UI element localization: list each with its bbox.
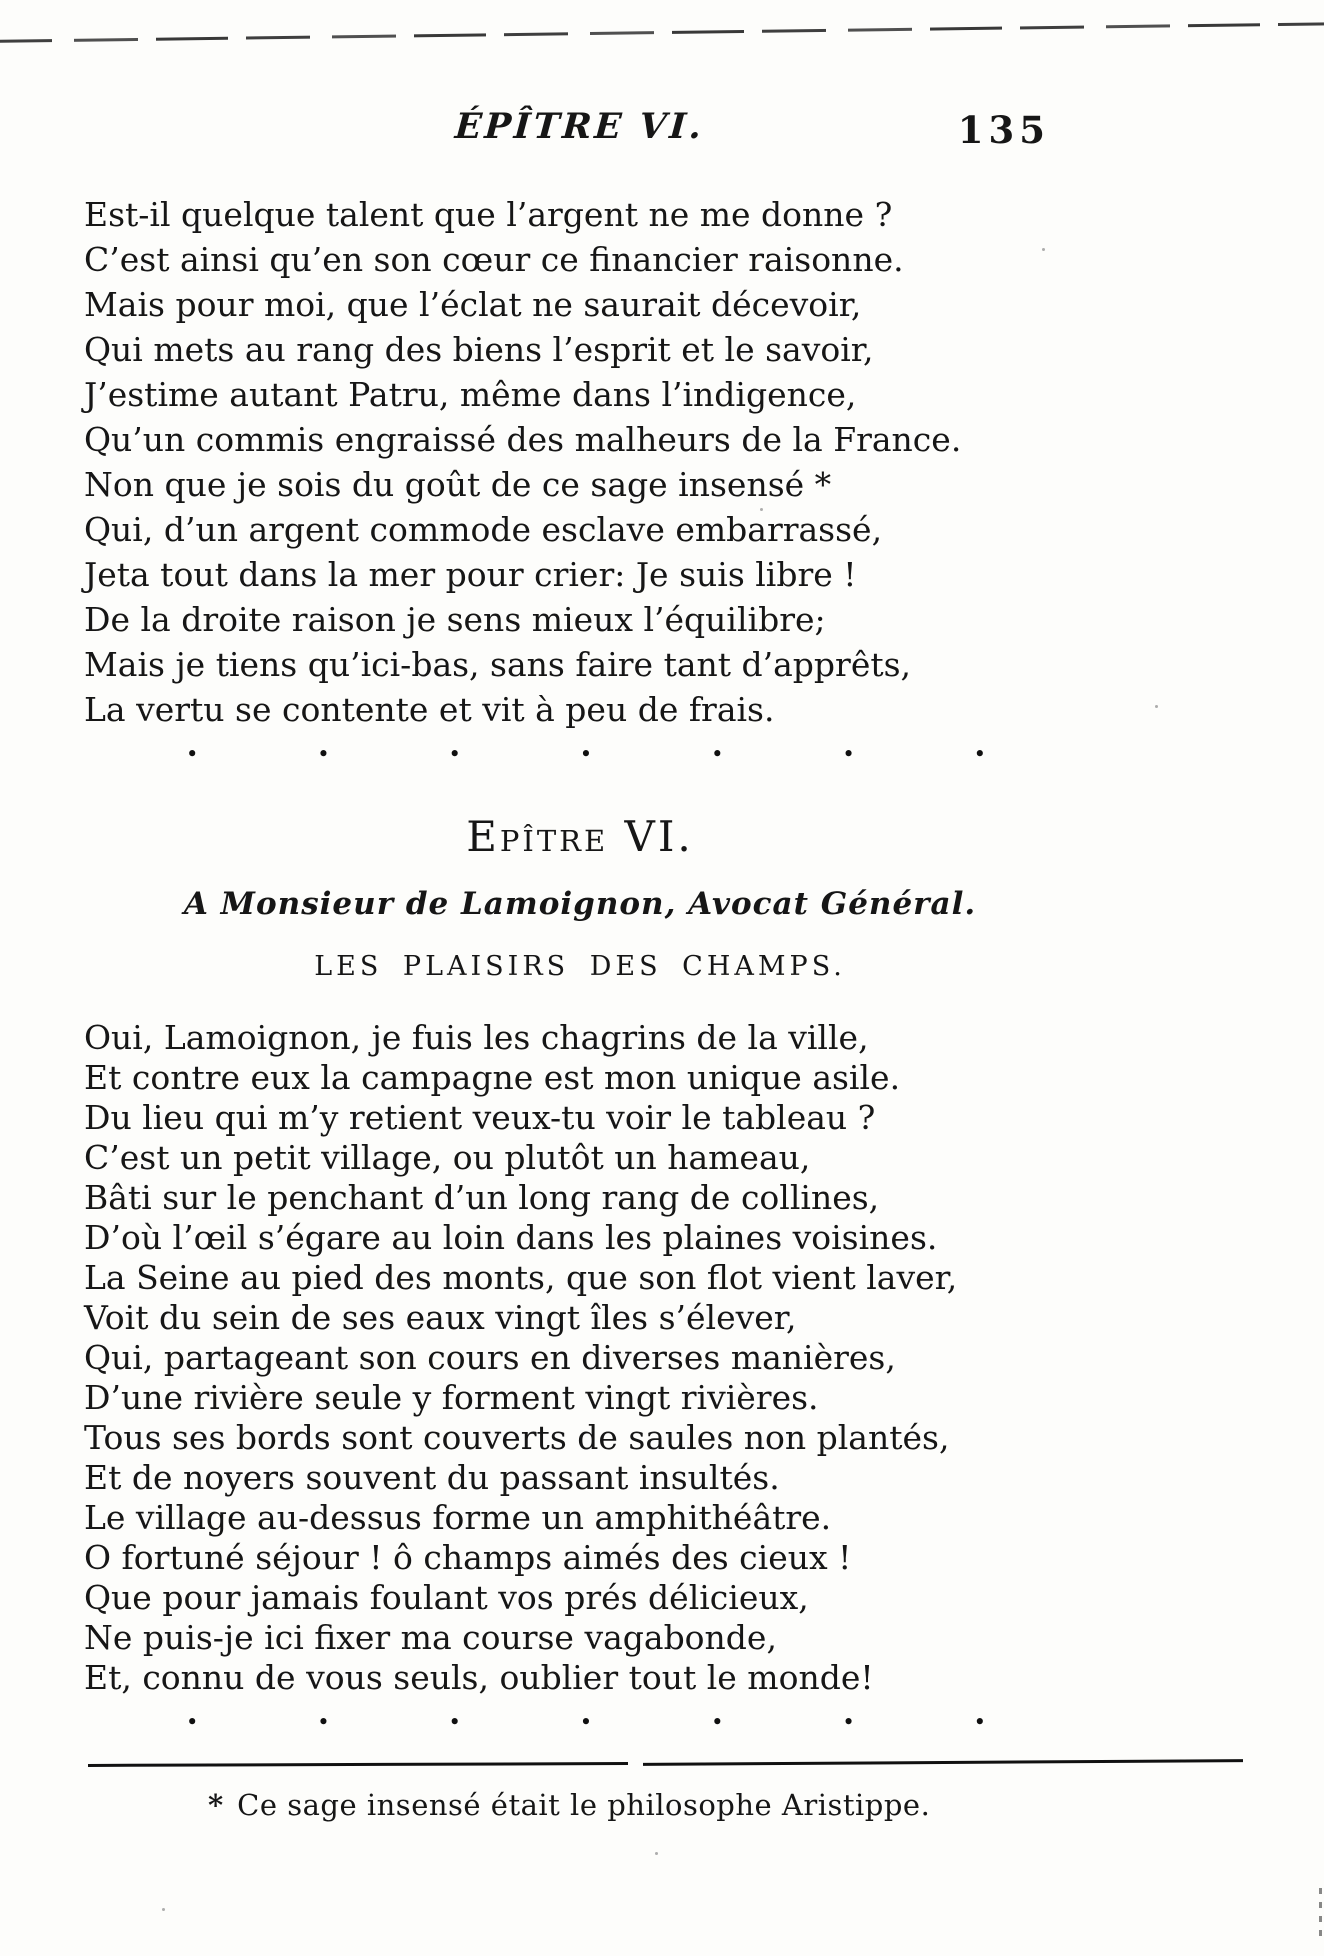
poem-line: D’une rivière seule y forment vingt rivières. <box>84 1378 819 1417</box>
separator-dot: • <box>973 1710 986 1734</box>
ellipsis-separator-2 <box>186 1710 986 1734</box>
poem-line: Tous ses bords sont couverts de saules non plantés, <box>84 1418 950 1457</box>
separator-dot: • <box>579 742 593 766</box>
scan-speck <box>162 1908 165 1911</box>
poem-line: Jeta tout dans la mer pour crier: Je suis libre ! <box>84 555 857 594</box>
separator-dot: • <box>186 742 199 766</box>
page-content <box>78 106 1142 1824</box>
poem-line: La Seine au pied des monts, que son flot vient laver, <box>84 1258 958 1297</box>
page-number: 135 <box>957 108 1050 152</box>
poem-line: Qu’un commis engraissé des malheurs de la France. <box>84 420 962 459</box>
poem-verse <box>84 1018 1142 1698</box>
poem-line: Ne puis-je ici fixer ma course vagabonde, <box>84 1618 777 1657</box>
poem-line: O fortuné séjour ! ô champs aimés des cieux ! <box>84 1538 852 1577</box>
separator-dot: • <box>711 1710 724 1734</box>
separator-dot: • <box>186 1710 199 1734</box>
separator-dot: • <box>842 1710 855 1734</box>
running-header <box>78 106 1142 158</box>
poem-line: Est-il quelque talent que l’argent ne me donne ? <box>84 195 893 234</box>
poem-line: Du lieu qui m’y retient veux-tu voir le tableau ? <box>84 1098 876 1137</box>
poem-line: De la droite raison je sens mieux l’équilibre; <box>84 600 826 639</box>
poem-line: Que pour jamais foulant vos prés délicieux, <box>84 1578 809 1617</box>
poem-line: Bâti sur le penchant d’un long rang de collines, <box>84 1178 880 1217</box>
poem-line: Le village au-dessus forme un amphithéâtre. <box>84 1498 832 1537</box>
scan-speck <box>1155 705 1158 708</box>
separator-dot: • <box>317 1710 330 1734</box>
poem-line: Et, connu de vous seuls, oublier tout le monde! <box>84 1658 874 1697</box>
footnote-rule <box>78 1760 1142 1766</box>
scan-artifact-right-edge <box>1319 1888 1322 1936</box>
footnote <box>208 1786 1142 1824</box>
ellipsis-separator <box>186 742 986 766</box>
poem-line: Mais je tiens qu’ici-bas, sans faire tant d’apprêts, <box>84 645 912 684</box>
footnote-text: Ce sage insensé était le philosophe Aristippe. <box>237 1788 931 1822</box>
separator-dot: • <box>317 742 330 766</box>
poem-line: Mais pour moi, que l’éclat ne saurait décevoir, <box>84 285 862 324</box>
poem-line: Qui, partageant son cours en diverses manières, <box>84 1338 896 1377</box>
scan-speck <box>655 1852 658 1855</box>
poem-line: Non que je sois du goût de ce sage insensé * <box>84 465 832 504</box>
poem-line: J’estime autant Patru, même dans l’indigence, <box>84 375 857 414</box>
poem-line: Qui, d’un argent commode esclave embarrassé, <box>84 510 883 549</box>
separator-dot: • <box>448 1710 461 1734</box>
poem-line: Oui, Lamoignon, je fuis les chagrins de la ville, <box>84 1018 869 1057</box>
poem-line: Qui mets au rang des biens l’esprit et le savoir, <box>84 330 874 369</box>
separator-dot: • <box>448 742 461 766</box>
running-header-title: ÉPÎTRE VI. <box>454 106 706 147</box>
separator-dot: • <box>842 742 855 766</box>
poem-line: Et contre eux la campagne est mon unique asile. <box>84 1058 901 1097</box>
poem-line: Voit du sein de ses eaux vingt îles s’élever, <box>84 1298 797 1337</box>
footnote-rule-right <box>643 1759 1243 1766</box>
poem-line: C’est ainsi qu’en son cœur ce financier raisonne. <box>84 240 904 279</box>
scan-artifact-top-line <box>0 22 1324 43</box>
separator-dot: • <box>973 742 986 766</box>
poem-line: La vertu se contente et vit à peu de frais. <box>84 690 775 729</box>
poem-ending-verse <box>84 192 1142 732</box>
separator-dot: • <box>579 1710 593 1734</box>
poem-line: D’où l’œil s’égare au loin dans les plaines voisines. <box>84 1218 938 1257</box>
dedication-line: A Monsieur de Lamoignon, Avocat Général. <box>183 886 977 922</box>
footnote-marker: * <box>208 1788 224 1822</box>
poem-line: Et de noyers souvent du passant insultés. <box>84 1458 780 1497</box>
separator-dot: • <box>711 742 724 766</box>
poem-line: C’est un petit village, ou plutôt un hameau, <box>84 1138 811 1177</box>
epistle-heading: Epître VI. <box>466 812 694 861</box>
footnote-rule-left <box>88 1762 628 1767</box>
poem-subtitle: LES PLAISIRS DES CHAMPS. <box>314 951 846 982</box>
